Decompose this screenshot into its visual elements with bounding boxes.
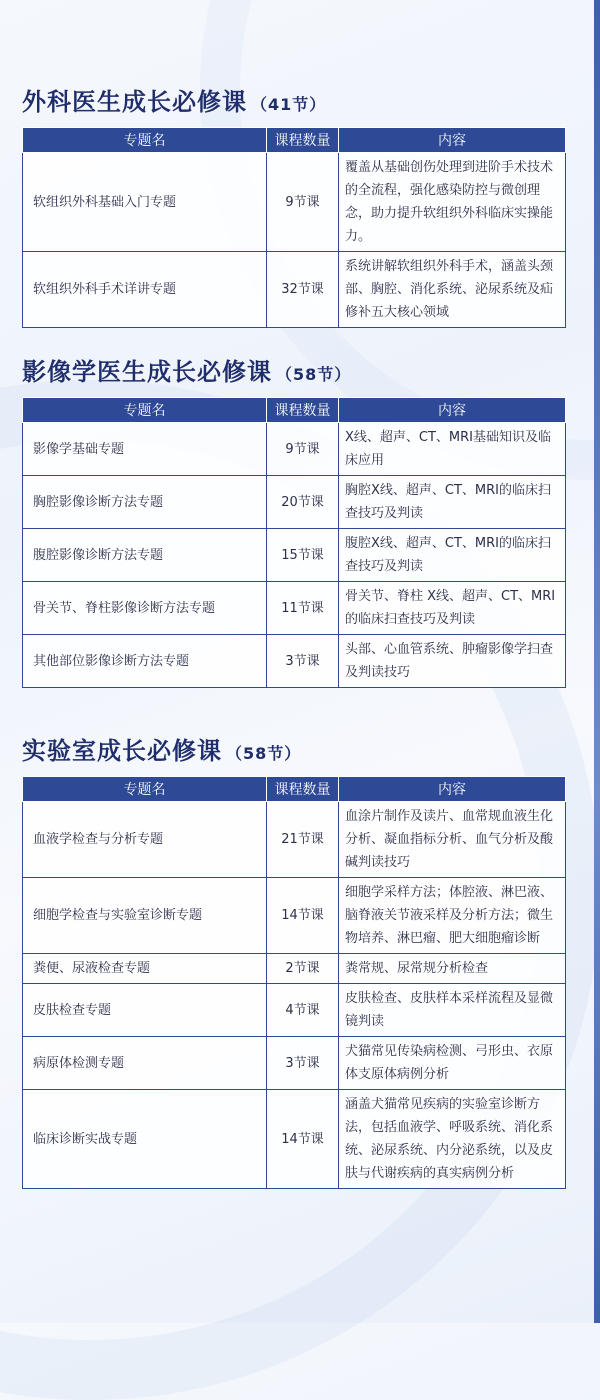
section-lesson-count: （58节） <box>276 365 352 384</box>
content-cell: 骨关节、脊柱 X线、超声、CT、MRI的临床扫查技巧及判读 <box>339 582 566 635</box>
section-title-text: 实验室成长必修课 <box>22 737 222 765</box>
content-cell: 血涂片制作及读片、血常规血液生化分析、凝血指标分析、血气分析及酸碱判读技巧 <box>339 802 566 878</box>
section-title <box>22 352 565 387</box>
course-table <box>22 397 566 688</box>
topic-cell: 影像学基础专题 <box>23 423 267 476</box>
course-table <box>22 776 566 1189</box>
table-row <box>23 1090 566 1189</box>
count-cell: 3节课 <box>267 635 339 688</box>
count-cell: 9节课 <box>267 153 339 252</box>
table-header-row <box>23 777 566 802</box>
table-header-row <box>23 128 566 153</box>
content-cell: X线、超声、CT、MRI基础知识及临床应用 <box>339 423 566 476</box>
section-laboratory <box>22 731 565 1189</box>
section-title-text: 影像学医生成长必修课 <box>22 358 272 386</box>
count-cell: 4节课 <box>267 984 339 1037</box>
content-cell: 头部、心血管系统、肿瘤影像学扫查及判读技巧 <box>339 635 566 688</box>
header-topic: 专题名 <box>23 128 267 153</box>
topic-cell: 细胞学检查与实验室诊断专题 <box>23 878 267 954</box>
header-content: 内容 <box>339 398 566 423</box>
header-topic: 专题名 <box>23 398 267 423</box>
content-cell: 系统讲解软组织外科手术，涵盖头颈部、胸腔、消化系统、泌尿系统及疝修补五大核心领域 <box>339 252 566 328</box>
content-cell: 犬猫常见传染病检测、弓形虫、衣原体支原体病例分析 <box>339 1037 566 1090</box>
table-row <box>23 984 566 1037</box>
topic-cell: 腹腔影像诊断方法专题 <box>23 529 267 582</box>
count-cell: 14节课 <box>267 878 339 954</box>
count-cell: 11节课 <box>267 582 339 635</box>
header-count: 课程数量 <box>267 777 339 802</box>
topic-cell: 骨关节、脊柱影像诊断方法专题 <box>23 582 267 635</box>
topic-cell: 血液学检查与分析专题 <box>23 802 267 878</box>
topic-cell: 临床诊断实战专题 <box>23 1090 267 1189</box>
count-cell: 14节课 <box>267 1090 339 1189</box>
section-title <box>22 731 565 766</box>
section-title-text: 外科医生成长必修课 <box>22 88 247 116</box>
right-edge-bar <box>594 0 600 1323</box>
section-lesson-count: （41节） <box>251 95 327 114</box>
table-row <box>23 1037 566 1090</box>
content-cell: 腹腔X线、超声、CT、MRI的临床扫查技巧及判读 <box>339 529 566 582</box>
topic-cell: 病原体检测专题 <box>23 1037 267 1090</box>
header-content: 内容 <box>339 128 566 153</box>
table-row <box>23 252 566 328</box>
content-cell: 覆盖从基础创伤处理到进阶手术技术的全流程，强化感染防控与微创理念，助力提升软组织外科临床实操能力。 <box>339 153 566 252</box>
topic-cell: 软组织外科基础入门专题 <box>23 153 267 252</box>
count-cell: 21节课 <box>267 802 339 878</box>
table-row <box>23 423 566 476</box>
topic-cell: 皮肤检查专题 <box>23 984 267 1037</box>
count-cell: 20节课 <box>267 476 339 529</box>
table-row <box>23 954 566 984</box>
table-row <box>23 529 566 582</box>
table-row <box>23 476 566 529</box>
count-cell: 32节课 <box>267 252 339 328</box>
content-cell: 细胞学采样方法；体腔液、淋巴液、脑脊液关节液采样及分析方法；微生物培养、淋巴瘤、肥大细胞瘤诊断 <box>339 878 566 954</box>
content-cell: 皮肤检查、皮肤样本采样流程及显微镜判读 <box>339 984 566 1037</box>
header-count: 课程数量 <box>267 128 339 153</box>
table-row <box>23 582 566 635</box>
content-cell: 胸腔X线、超声、CT、MRI的临床扫查技巧及判读 <box>339 476 566 529</box>
topic-cell: 软组织外科手术详讲专题 <box>23 252 267 328</box>
course-table <box>22 127 566 328</box>
count-cell: 9节课 <box>267 423 339 476</box>
table-row <box>23 153 566 252</box>
table-row <box>23 878 566 954</box>
section-title <box>22 82 565 117</box>
content-cell: 涵盖犬猫常见疾病的实验室诊断方法，包括血液学、呼吸系统、消化系统、泌尿系统、内分泌系统，以及皮肤与代谢疾病的真实病例分析 <box>339 1090 566 1189</box>
section-imaging <box>22 352 565 688</box>
count-cell: 2节课 <box>267 954 339 984</box>
count-cell: 3节课 <box>267 1037 339 1090</box>
content-cell: 粪常规、尿常规分析检查 <box>339 954 566 984</box>
topic-cell: 粪便、尿液检查专题 <box>23 954 267 984</box>
header-content: 内容 <box>339 777 566 802</box>
count-cell: 15节课 <box>267 529 339 582</box>
section-lesson-count: （58节） <box>226 744 302 763</box>
section-surgery <box>22 82 565 328</box>
header-topic: 专题名 <box>23 777 267 802</box>
table-row <box>23 635 566 688</box>
table-header-row <box>23 398 566 423</box>
topic-cell: 其他部位影像诊断方法专题 <box>23 635 267 688</box>
topic-cell: 胸腔影像诊断方法专题 <box>23 476 267 529</box>
table-row <box>23 802 566 878</box>
header-count: 课程数量 <box>267 398 339 423</box>
